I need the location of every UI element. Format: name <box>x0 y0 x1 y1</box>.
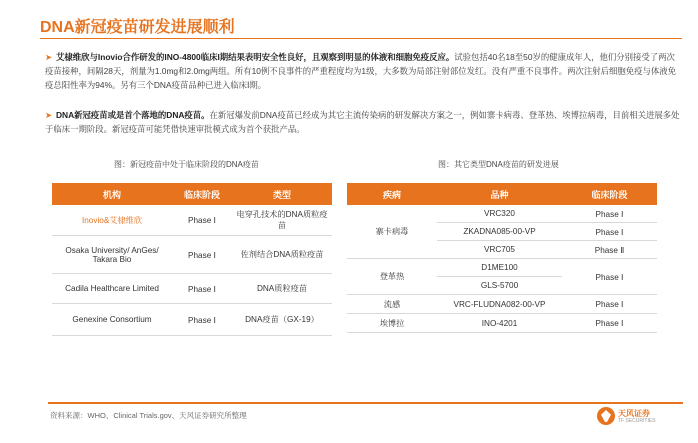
variety-cell: D1ME100 <box>437 259 562 277</box>
variety-cell: VRC-FLUDNA082-00-VP <box>437 295 562 314</box>
column-header: 类型 <box>232 183 332 205</box>
institution-cell: Genexine Consortium <box>52 304 172 336</box>
footer-divider <box>48 402 683 404</box>
paragraph-2 <box>45 108 680 136</box>
source-note: 资料来源：WHO、Clinical Trials.gov、天风证券研究所整理 <box>50 411 247 420</box>
other-dna-vaccine-table <box>347 183 657 333</box>
type-cell: 佐剂结合DNA质粒疫苗 <box>232 236 332 274</box>
variety-cell: ZKADNA085-00-VP <box>437 223 562 241</box>
variety-cell: VRC320 <box>437 205 562 223</box>
phase-cell: Phase Ⅰ <box>562 259 657 295</box>
table-row <box>52 274 332 304</box>
disease-cell: 流感 <box>347 295 437 314</box>
variety-cell: GLS-5700 <box>437 277 562 295</box>
variety-cell: VRC705 <box>437 241 562 259</box>
disease-cell: 埃博拉 <box>347 314 437 333</box>
type-cell: DNA质粒疫苗 <box>232 274 332 304</box>
logo-text: 天风证券 <box>618 408 650 418</box>
phase-cell: Phase Ⅱ <box>562 241 657 259</box>
table-row <box>347 314 657 333</box>
column-header: 临床阶段 <box>172 183 232 205</box>
clinical-dna-vaccine-table <box>52 183 332 336</box>
phase-cell: Phase Ⅰ <box>562 223 657 241</box>
phase-cell: Phase Ⅰ <box>172 304 232 336</box>
disease-cell: 登革热 <box>347 259 437 295</box>
paragraph-1-bold: 艾棣维欣与Inovio合作研发的INO-4800临床I期结果表明安全性良好，且观察到明显的体液和细胞免疫反应。 <box>56 52 455 62</box>
column-header: 品种 <box>437 183 562 205</box>
table-row <box>52 236 332 274</box>
column-header: 机构 <box>52 183 172 205</box>
column-header: 临床阶段 <box>562 183 657 205</box>
brand-logo <box>597 407 656 425</box>
phase-cell: Phase Ⅰ <box>172 236 232 274</box>
bullet-arrow-icon: ➤ <box>45 52 53 62</box>
phase-cell: Phase Ⅰ <box>172 205 232 236</box>
column-header: 疾病 <box>347 183 437 205</box>
institution-cell: Inovio&艾棣维欣 <box>52 205 172 236</box>
institution-cell: Osaka University/ AnGes/ Takara Bio <box>52 236 172 274</box>
paragraph-1 <box>45 50 680 92</box>
title-divider <box>40 38 682 39</box>
tf-logo-icon <box>597 407 615 425</box>
institution-cell: Cadila Healthcare Limited <box>52 274 172 304</box>
type-cell: DNA疫苗（GX-19） <box>232 304 332 336</box>
phase-cell: Phase Ⅰ <box>562 314 657 333</box>
bullet-arrow-icon: ➤ <box>45 110 53 120</box>
paragraph-2-text: 在新冠爆发前DNA疫苗已经成为其它主流传染病的研发解决方案之一，例如寨卡病毒、登革热、埃博拉病毒，目前相关进展多处于临床一期阶段。新冠疫苗可能凭借快速审批模式成为首个获批产品。 <box>45 110 680 134</box>
table-row <box>347 205 657 223</box>
caption-left: 图：新冠疫苗中处于临床阶段的DNA疫苗 <box>114 160 259 169</box>
table-row <box>347 259 657 277</box>
paragraph-2-bold: DNA新冠疫苗或是首个落地的DNA疫苗。 <box>56 110 210 120</box>
phase-cell: Phase Ⅰ <box>562 205 657 223</box>
page-title: DNA新冠疫苗研发进展顺利 <box>40 19 235 36</box>
phase-cell: Phase Ⅰ <box>562 295 657 314</box>
disease-cell: 寨卡病毒 <box>347 205 437 259</box>
logo-subtext: TF SECURITIES <box>618 417 656 424</box>
table-row <box>347 295 657 314</box>
phase-cell: Phase Ⅰ <box>172 274 232 304</box>
table-row <box>52 304 332 336</box>
variety-cell: INO-4201 <box>437 314 562 333</box>
caption-right: 图：其它类型DNA疫苗的研发进展 <box>438 160 559 169</box>
paragraph-1-text: 试验包括40名18至50岁的健康成年人，他们分别接受了两次疫苗接种，间隔28天，剂量为1.0mg和2.0mg两组。所有10例不良事件的严重程度均为1级，大多数为局部注射部位发红。没有严重不良事件。两次注射后细胞免疫与体液免疫总阳性率为94%。另有三个DNA疫苗品种已进入临床Ⅰ期。 <box>45 52 676 90</box>
type-cell: 电穿孔技术的DNA质粒疫苗 <box>232 205 332 236</box>
table-row <box>52 205 332 236</box>
